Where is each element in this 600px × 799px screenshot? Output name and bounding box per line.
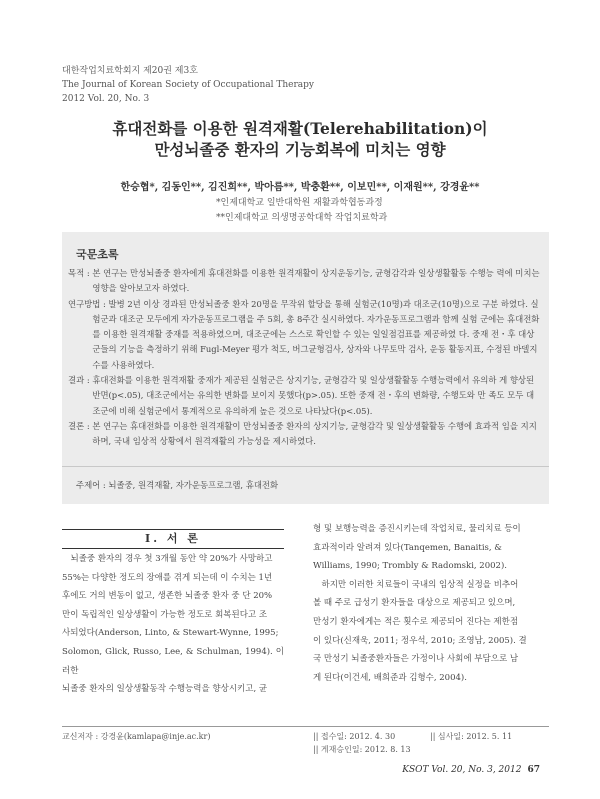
abstract-keywords: 주제어 : 뇌졸중, 원격재활, 자가운동프로그램, 휴대전화	[76, 480, 279, 490]
abstract-body	[68, 266, 542, 450]
reviewed-date: || 심사일: 2012. 5. 11	[430, 732, 513, 741]
affiliation-1: *인제대학교 일반대학원 재활과학협동과정	[216, 198, 383, 208]
text-line: 후에도 거의 변동이 없고, 생존한 뇌졸중 환자 중 단 20%	[62, 591, 273, 602]
keyword-divider	[62, 466, 549, 467]
journal-reference: KSOT Vol. 20, No. 3, 2012	[402, 765, 522, 775]
text-line: 뇌졸중 환자의 경우 첫 3개월 동안 약 20%가 사망하고	[70, 554, 273, 564]
journal-volume: 2012 Vol. 20, No. 3	[62, 94, 150, 104]
text-line: 만이 독립적인 일상생활이 가능한 정도로 회복된다고 조	[62, 609, 268, 620]
abstract-heading: 국문초록	[76, 248, 119, 261]
paper-title	[0, 118, 600, 160]
abstract-methods: 연구방법 : 발병 2년 이상 경과된 만성뇌졸중 환자 20명을 무작위 할당을 통해 실험군(10명)과 대조군(10명)으로 구분 하였다. 실험군과 대조군 모두에게 자가운동프로그램을 주 5회, 총 8주간 실시하였다. 자가운동프로그램과 함께 실험 군에는 휴대전화를 이용한 원격재활 중재를 적용하였으며, 대조군에는 스스로 확인할 수 있는 일일점검표를 제공하였 다. 중재 전・후 대상군들의 기능을 측정하기 위해 Fugl-Meyer 평가 척도, 버그균형검사, 상자와 나무토막 검사, 운동 활동지표, 수정된 바델지수를 사용하였다.	[68, 298, 540, 370]
right-column-text	[313, 520, 549, 687]
journal-korean-name: 대한작업치료학회지 제20권 제3호	[62, 66, 198, 76]
text-line: 효과적이라 알려져 있다(Tanqemen, Banaitis, &	[313, 542, 502, 553]
section-heading-introduction: Ⅰ. 서 론	[62, 529, 284, 549]
author-list: 한승협*, 김동인**, 김진희**, 박아름**, 박충환**, 이보민**, 이재원**, 강경윤**	[120, 182, 480, 193]
abstract-conclusion: 결론 : 본 연구는 휴대전화를 이용한 원격재활이 만성뇌졸중 환자의 상지기능, 균형감각 및 일상생활활동 수행에 효과적 임을 지지하며, 국내 임상적 상황에서 원격재활의 가능성을 제시하였다.	[68, 420, 537, 447]
text-line: 이 있다(신재욱, 2011; 정우석, 2010; 조영남, 2005). 결	[313, 635, 527, 646]
page-number: 67	[527, 765, 540, 775]
text-line: 국 만성기 뇌졸중환자들은 가정이나 사회에 부담으로 남	[313, 654, 519, 665]
text-line: Williams, 1990; Trombly & Radomski, 2002).	[313, 561, 507, 572]
accepted-date: || 게재승인일: 2012. 8. 13	[313, 745, 411, 754]
text-line: 하지만 이러한 치료들이 국내의 임상적 실정을 비추어	[321, 579, 519, 590]
abstract-box	[62, 232, 549, 504]
text-line: 형 및 보행능력을 증진시키는데 작업치료, 물리치료 등이	[313, 524, 521, 534]
received-date: || 접수일: 2012. 4. 30	[313, 732, 396, 741]
text-line: 만성기 환자에게는 적은 횟수로 제공되어 진다는 제한점	[313, 616, 519, 627]
left-column-text	[62, 550, 284, 699]
affiliation-2: **인제대학교 의생명공학대학 작업치료학과	[216, 213, 388, 223]
journal-header	[62, 64, 314, 106]
page-footer	[402, 765, 540, 775]
footnote-divider	[62, 726, 549, 727]
text-line: 사되었다(Anderson, Linto, & Stewart-Wynne, 1995;	[62, 628, 279, 639]
text-line: 게 된다(이건세, 배희준과 김형수, 2004).	[313, 672, 467, 683]
text-line: 볼 때 주로 급성기 환자들을 대상으로 제공되고 있으며,	[313, 598, 516, 609]
corresponding-author: 교신저자 : 강경윤(kamlapa@inje.ac.kr)	[62, 732, 211, 741]
paper-title-line-2: 만성뇌졸중 환자의 기능회복에 미치는 영향	[154, 140, 446, 159]
text-line: Solomon, Glick, Russo, Lee, & Schulman, 1994). 이러한	[62, 646, 284, 676]
paper-title-line-1: 휴대전화를 이용한 원격재활(Telerehabilitation)이	[112, 119, 488, 138]
text-line: 55%는 다양한 정도의 장애를 겪게 되는데 이 수치는 1년	[62, 572, 273, 583]
abstract-purpose: 목적 : 본 연구는 만성뇌졸중 환자에게 휴대전화를 이용한 원격재활이 상지운동기능, 균형감각과 일상생활활동 수행능 력에 미치는 영향을 알아보고자 하였다.	[68, 268, 540, 294]
text-line: 뇌졸중 환자의 일상생활동작 수행능력을 향상시키고, 균	[62, 684, 268, 695]
abstract-results: 결과 : 휴대전화를 이용한 원격재활 중재가 제공된 실험군은 상지기능, 균형감각 및 일상생활활동 수행능력에서 유의하 게 향상된 반면(p<.05), 대조군에서는 유의한 변화를 보이지 못했다(p>.05). 또한 중재 전・후의 변화량, 수행도와 만 족도 모두 대조군에 비해 실험군에서 통계적으로 유의하게 높은 것으로 나타났다(p<.05).	[68, 375, 535, 416]
journal-english-name: The Journal of Korean Society of Occupational Therapy	[62, 80, 315, 90]
